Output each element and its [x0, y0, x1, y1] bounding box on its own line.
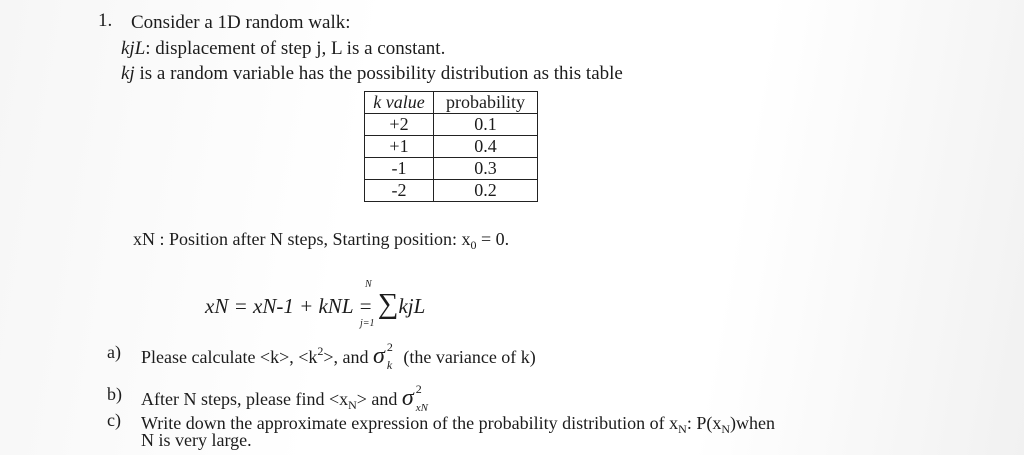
table-cell-probability: 0.3: [434, 158, 538, 180]
sigma-symbol: σ: [401, 385, 414, 411]
question-b-text-mid: > and: [356, 389, 402, 409]
position-tail: = 0.: [476, 229, 510, 249]
sigma-symbol: σ: [373, 343, 385, 369]
random-variable: kj: [121, 63, 135, 84]
problem-number: 1.: [98, 10, 113, 31]
random-variable-description: is a random variable has the possibility distribution as this table: [134, 63, 623, 84]
position-text: : Position after N steps, Starting position: x: [155, 229, 471, 249]
displacement-variable: kjL: [121, 38, 146, 59]
table-row: [365, 180, 538, 202]
table-cell-k: +2: [365, 114, 434, 136]
sigma-x-superscript: 2: [415, 382, 422, 396]
question-b-label: b): [107, 384, 122, 404]
question-c-subscript-2: N: [721, 422, 731, 436]
summation-symbol: ∑: [377, 288, 399, 320]
sigma-k-superscript: 2: [386, 340, 393, 354]
table-header-k-value: k value: [365, 92, 434, 114]
question-a-label: a): [107, 342, 121, 362]
question-a-text-mid: >, and: [323, 347, 374, 367]
table-cell-probability: 0.4: [434, 136, 538, 158]
question-c-tail: )when: [730, 413, 776, 433]
table-cell-probability: 0.1: [434, 114, 538, 136]
sigma-x-subscript: xN: [415, 402, 428, 414]
displacement-line: [121, 38, 445, 60]
question-a-text-after: (the variance of k): [398, 347, 536, 367]
formula-lhs: xN = xN-1 + kNL =: [205, 294, 378, 318]
table-row: [365, 114, 538, 136]
question-a: [141, 340, 536, 372]
table-row: [365, 136, 538, 158]
problem-intro: Consider a 1D random walk:: [131, 12, 351, 33]
sigma-x-indices: [414, 382, 434, 414]
question-b-text-before: After N steps, please find <x: [141, 389, 349, 409]
displacement-description: : displacement of step j, L is a constant.: [145, 38, 446, 59]
table-header-row: [365, 92, 538, 114]
sum-upper-limit: N: [365, 279, 372, 290]
probability-table: [364, 91, 538, 202]
table-cell-k: +1: [365, 136, 434, 158]
question-c-text: Write down the approximate expression of the probability distribution of x: [141, 413, 679, 433]
question-c-subscript: N: [678, 422, 687, 436]
table-cell-k: -1: [365, 158, 434, 180]
sum-lower-limit: j=1: [360, 318, 375, 329]
question-a-text-before: Please calculate <k>, <k: [141, 347, 318, 367]
question-b: [141, 382, 434, 414]
question-b-subscript: N: [348, 398, 357, 412]
table-cell-k: -2: [365, 180, 434, 202]
position-definition: [133, 229, 509, 253]
formula-sum-body: kjL: [398, 294, 426, 318]
question-c-mid: : P(x: [686, 413, 722, 433]
random-walk-formula: [205, 288, 425, 321]
sigma-k-subscript: k: [386, 358, 393, 372]
table-header-probability: probability: [434, 92, 538, 114]
start-subscript: 0: [470, 238, 477, 252]
question-a-superscript: 2: [317, 344, 324, 358]
random-variable-line: [121, 63, 623, 85]
sigma-k-indices: [385, 340, 399, 372]
table-cell-probability: 0.2: [434, 180, 538, 202]
position-variable: xN: [133, 229, 155, 249]
table-row: [365, 158, 538, 180]
question-c-label: c): [107, 410, 121, 430]
question-c-line2: N is very large.: [141, 430, 252, 450]
